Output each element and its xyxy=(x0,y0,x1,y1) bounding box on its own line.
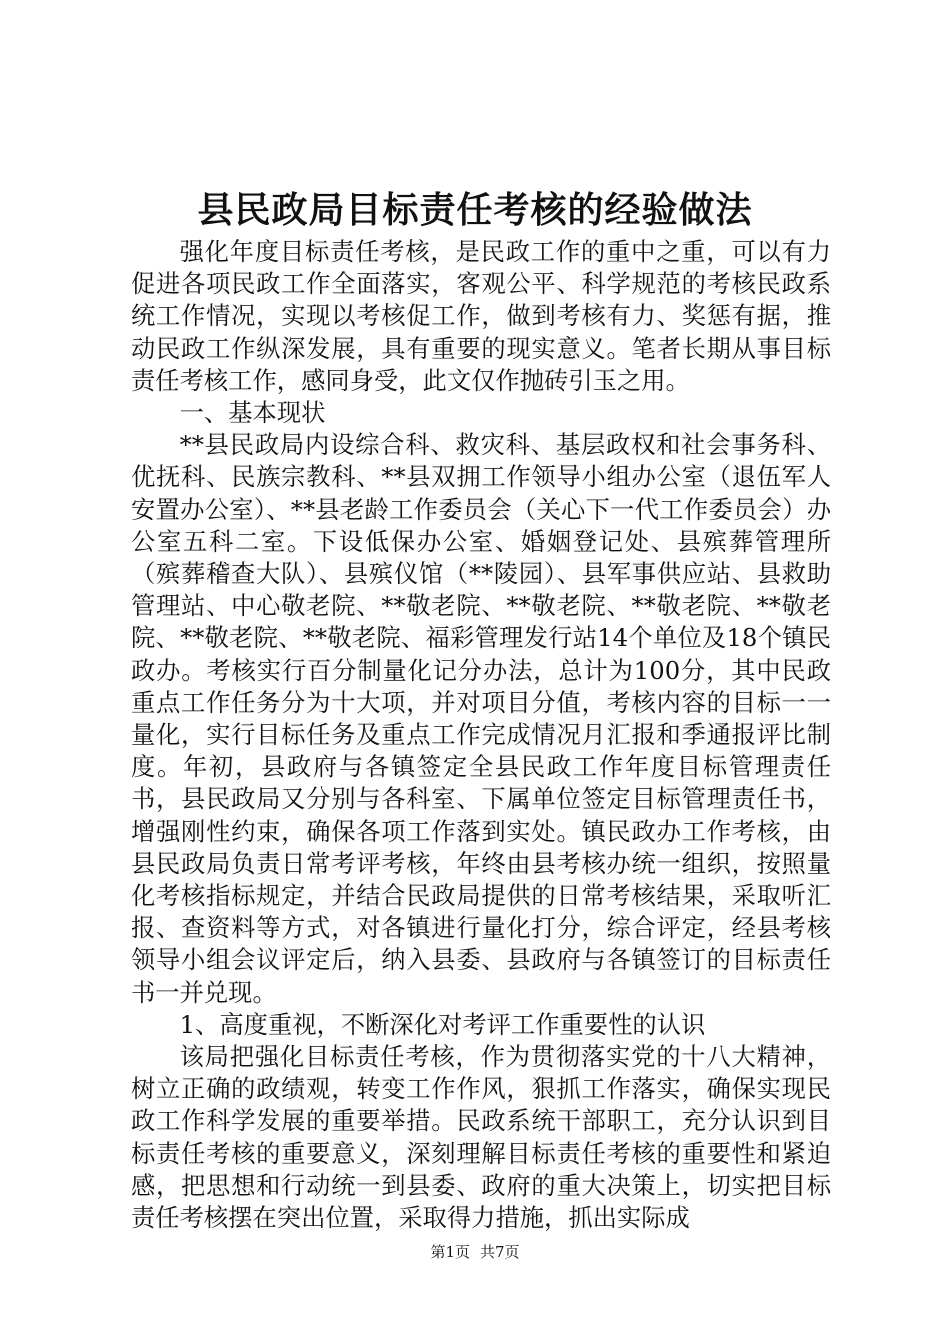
document-body xyxy=(131,236,831,1234)
subsection-heading-1: 1、高度重视，不断深化对考评工作重要性的认识 xyxy=(179,1009,706,1039)
page-number: 第1页 xyxy=(430,1243,470,1261)
page-total: 共7页 xyxy=(480,1243,520,1261)
paragraph-intro: 强化年度目标责任考核，是民政工作的重中之重，可以有力促进各项民政工作全面落实，客观公平、科学规范的考核民政系统工作情况，实现以考核促工作，做到考核有力、奖惩有据，推动民政工作纵深发展，具有重要的现实意义。笔者长期从事目标责任考核工作，感同身受，此文仅作抛砖引玉之用。 xyxy=(131,237,831,395)
paragraph-subsection-1: 该局把强化目标责任考核，作为贯彻落实党的十八大精神，树立正确的政绩观，转变工作作风，狠抓工作落实，确保实现民政工作科学发展的重要举措。民政系统干部职工，充分认识到目标责任考核的重要意义，深刻理解目标责任考核的重要性和紧迫感，把思想和行动统一到县委、政府的重大决策上，切实把目标责任考核摆在突出位置，采取得力措施，抓出实际成 xyxy=(131,1042,831,1233)
page-footer xyxy=(0,1242,950,1262)
document-title: 县民政局目标责任考核的经验做法 xyxy=(197,189,753,231)
section-heading-basic-status: 一、基本现状 xyxy=(179,398,326,428)
paragraph-basic-status: **县民政局内设综合科、救灾科、基层政权和社会事务科、优抚科、民族宗教科、**县双拥工作领导小组办公室（退伍军人安置办公室）、**县老龄工作委员会（关心下一代工作委员会）办公室五科二室。下设低保办公室、婚姻登记处、县殡葬管理所（殡葬稽查大队）、县殡仪馆（**陵园）、县军事供应站、县救助管理站、中心敬老院、**敬老院、**敬老院、**敬老院、**敬老院、**敬老院、**敬老院、福彩管理发行站14个单位及18个镇民政办。考核实行百分制量化记分办法，总计为100分，其中民政重点工作任务分为十大项，并对项目分值，考核内容的目标一一量化，实行目标任务及重点工作完成情况月汇报和季通报评比制度。年初，县政府与各镇签定全县民政工作年度目标管理责任书，县民政局又分别与各科室、下属单位签定目标管理责任书，增强刚性约束，确保各项工作落到实处。镇民政办工作考核，由县民政局负责日常考评考核，年终由县考核办统一组织，按照量化考核指标规定，并结合民政局提供的日常考核结果，采取听汇报、查资料等方式，对各镇进行量化打分，综合评定，经县考核领导小组会议评定后，纳入县委、县政府与各镇签订的目标责任书一并兑现。 xyxy=(131,430,831,1007)
